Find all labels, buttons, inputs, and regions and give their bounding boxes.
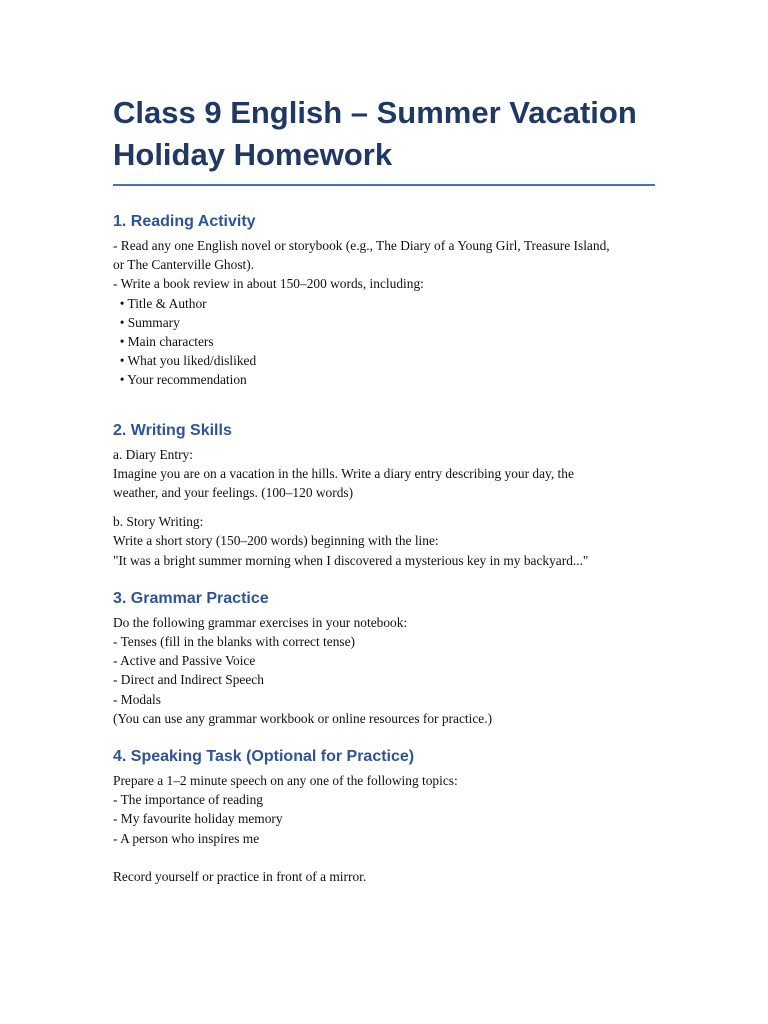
bullet-item: • Summary xyxy=(113,314,180,330)
bullet-item: • Your recommendation xyxy=(113,372,247,388)
list-item: - Direct and Indirect Speech xyxy=(113,672,264,688)
list-item: - Tenses (fill in the blanks with correct tense) xyxy=(113,634,356,650)
list-item: - Active and Passive Voice xyxy=(113,653,256,669)
quoted-line: "It was a bright summer morning when I discovered a mysterious key in my backyard..." xyxy=(113,552,589,568)
section-writing-skills xyxy=(113,421,655,570)
bullet-item: • Title & Author xyxy=(113,295,207,311)
body-line: Imagine you are on a vacation in the hills. Write a diary entry describing your day, the xyxy=(113,465,574,481)
list-item: - A person who inspires me xyxy=(113,830,260,846)
body-line: (You can use any grammar workbook or online resources for practice.) xyxy=(113,710,493,726)
subheading-story-writing: b. Story Writing: xyxy=(113,514,204,530)
section-reading-activity xyxy=(113,212,655,390)
section-heading: 1. Reading Activity xyxy=(113,213,256,230)
section-heading: 4. Speaking Task (Optional for Practice) xyxy=(113,748,415,766)
subheading-diary-entry: a. Diary Entry: xyxy=(113,446,193,462)
body-line: or The Canterville Ghost). xyxy=(113,257,255,273)
body-line: Do the following grammar exercises in your notebook: xyxy=(113,614,408,630)
list-item: - My favourite holiday memory xyxy=(113,811,283,827)
title-line-2: Holiday Homework xyxy=(113,137,393,172)
list-item: - Modals xyxy=(113,691,161,707)
body-line: weather, and your feelings. (100–120 words) xyxy=(113,485,354,501)
section-speaking-task xyxy=(113,747,655,886)
title-divider xyxy=(113,184,655,186)
body-line: Write a short story (150–200 words) beginning with the line: xyxy=(113,533,439,549)
body-line: Prepare a 1–2 minute speech on any one of the following topics: xyxy=(113,773,458,789)
section-grammar-practice xyxy=(113,589,655,728)
title-line-1: Class 9 English – Summer Vacation xyxy=(113,95,637,130)
section-heading: 3. Grammar Practice xyxy=(113,589,269,607)
bullet-item: • What you liked/disliked xyxy=(113,353,257,369)
closing-note: Record yourself or practice in front of a mirror. xyxy=(113,868,367,884)
list-item: - The importance of reading xyxy=(113,792,263,808)
bullet-item: • Main characters xyxy=(113,334,214,350)
body-line: - Write a book review in about 150–200 words, including: xyxy=(113,276,424,292)
body-line: - Read any one English novel or storybook (e.g., The Diary of a Young Girl, Treasure Island, xyxy=(113,238,610,253)
section-heading: 2. Writing Skills xyxy=(113,421,232,439)
page-title xyxy=(113,92,655,184)
